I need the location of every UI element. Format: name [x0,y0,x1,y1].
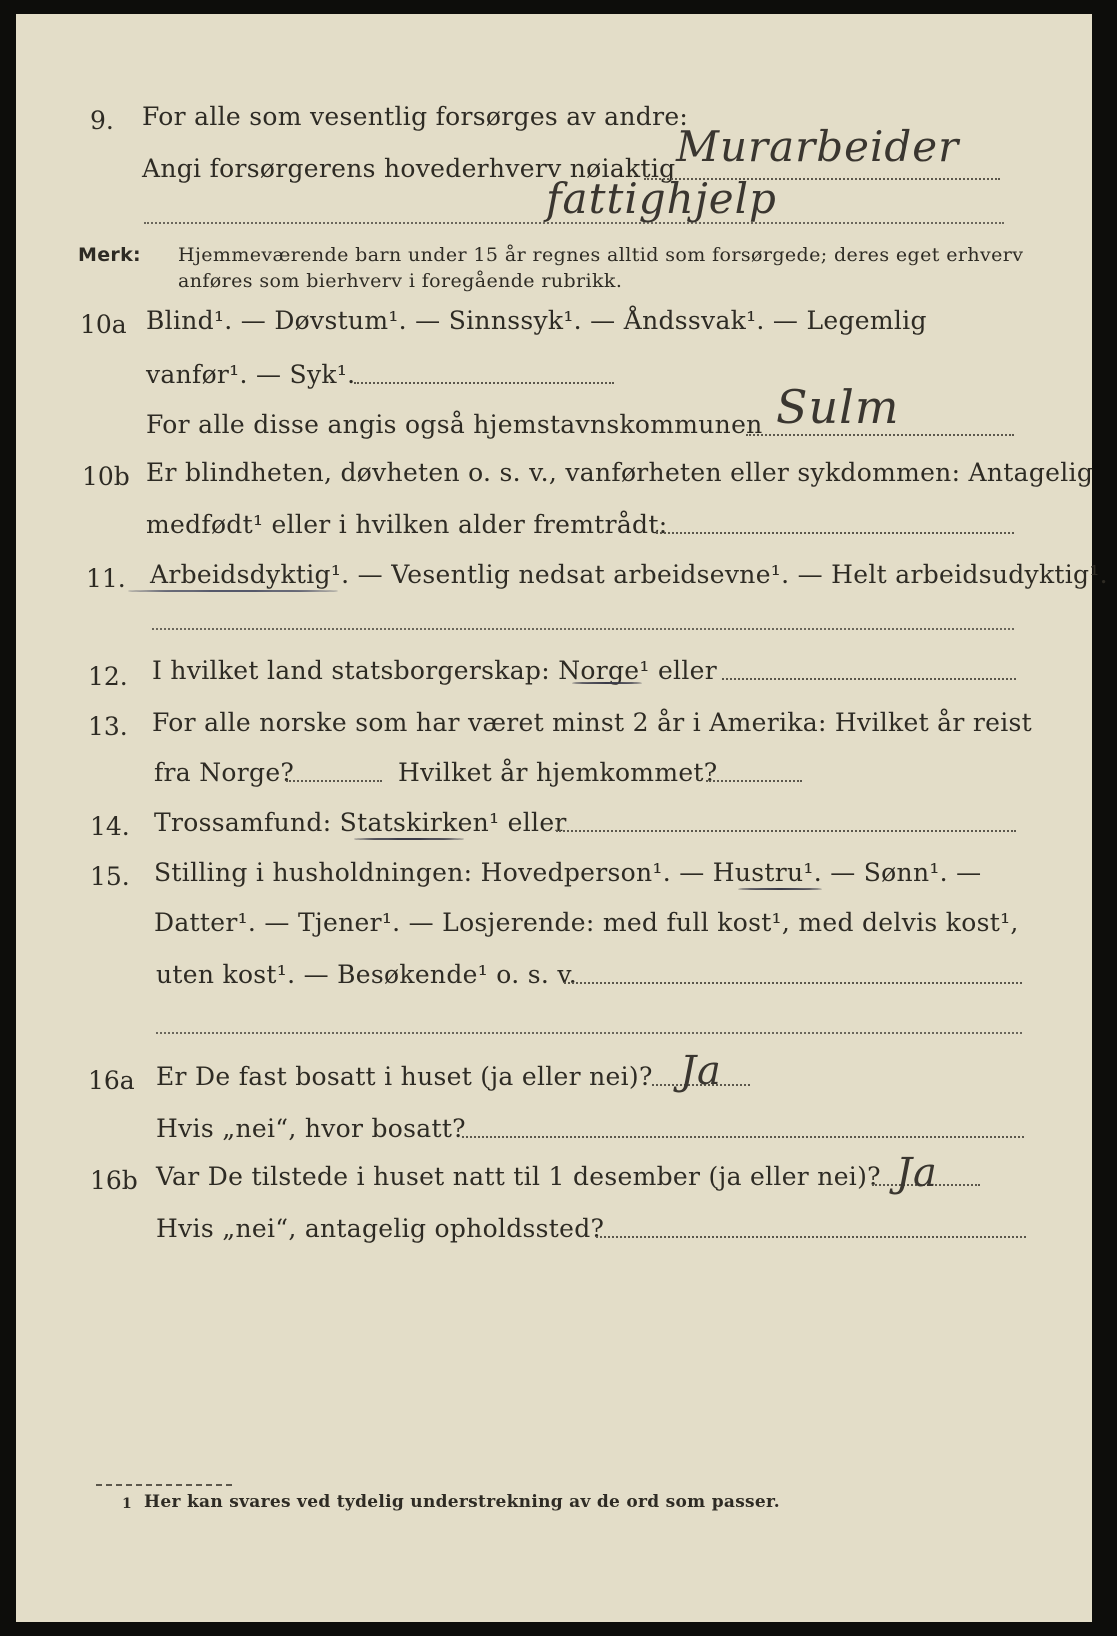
q15-line3-blank [564,982,1022,984]
q13-return-year-line [706,780,802,782]
q16b-number: 16b [90,1166,138,1195]
q16a-line2: Hvis „nei“, hvor bosatt? [156,1114,466,1143]
q12-line1: I hvilket land statsborgerskap: Norge¹ eller [152,656,717,685]
q10b-line2: medfødt¹ eller i hvilken alder fremtrådt: [146,510,668,539]
footnote-separator [96,1484,232,1486]
q12-underline-norge [572,682,642,684]
q16a-line1: Er De fast bosatt i huset (ja eller nei)? [156,1062,653,1091]
footnote-text: Her kan svares ved tydelig understrekning av de ord som passer. [144,1492,780,1512]
q9-handwritten-occupation: Murarbeider [676,122,960,171]
q15-line2: Datter¹. — Tjener¹. — Losjerende: med full kost¹, med delvis kost¹, [154,908,1019,937]
q15-number: 15. [90,862,130,891]
q16b-location-line [596,1236,1026,1238]
merk-line1: Hjemmeværende barn under 15 år regnes alltid som forsørgede; deres eget erhverv [178,244,1024,266]
q10a-handwritten-municipality: Sulm [776,380,900,434]
q13-left-year-line [286,780,382,782]
q11-line1: Arbeidsdyktig¹. — Vesentlig nedsat arbeidsevne¹. — Helt arbeidsudyktig¹. [150,560,1108,589]
q16b-line1: Var De tilstede i huset natt til 1 desember (ja eller nei)? [156,1162,881,1191]
footnote-marker: 1 [122,1496,133,1512]
q16b-line2: Hvis „nei“, antagelig opholdssted? [156,1214,605,1243]
q11-underline-arbeidsdyktig [128,590,338,592]
q9-line1: For alle som vesentlig forsørges av andre: [142,102,689,131]
q10b-line1: Er blindheten, døvheten o. s. v., vanførheten eller sykdommen: Antagelig [146,458,1094,487]
q13-line2a: fra Norge? [154,758,295,787]
q15-line1: Stilling i husholdningen: Hovedperson¹. — Hustru¹. — Sønn¹. — [154,858,982,887]
q14-number: 14. [90,812,130,841]
q10a-line2: vanfør¹. — Syk¹. [146,360,356,389]
q10b-number: 10b [82,462,130,491]
q12-answer-line [722,678,1016,680]
q15-line3: uten kost¹. — Besøkende¹ o. s. v. [156,960,578,989]
q10b-answer-line [656,532,1014,534]
q15-answer-line [156,1032,1022,1034]
merk-line2: anføres som bierhverv i foregående rubrikk. [178,270,623,292]
q13-line1: For alle norske som har været minst 2 år i Amerika: Hvilket år reist [152,708,1033,737]
q10a-line3: For alle disse angis også hjemstavnskommunen [146,410,763,439]
q10a-number: 10a [80,310,127,339]
q10a-answer-line [746,434,1014,436]
q16a-number: 16a [88,1066,135,1095]
q16b-handwritten-answer: Ja [896,1150,938,1196]
q10a-line1: Blind¹. — Døvstum¹. — Sinnssyk¹. — Åndssvak¹. — Legemlig [146,306,927,335]
q15-underline-hustru [738,888,822,890]
q14-underline-statskirken [354,838,464,840]
q13-number: 13. [88,712,128,741]
q11-answer-line [152,628,1014,630]
q9-number: 9. [90,106,114,135]
q9-line2-label: Angi forsørgerens hovederhverv nøiaktig [142,154,676,183]
q13-line2b: Hvilket år hjemkommet? [398,758,718,787]
q14-answer-line [556,830,1016,832]
q12-number: 12. [88,662,128,691]
q16a-residence-line [462,1136,1024,1138]
q9-handwritten-support: fattighjelp [546,174,777,223]
q10a-line2-blank [354,382,614,384]
q16a-handwritten-answer: Ja [680,1048,722,1094]
merk-label: Merk: [78,244,141,266]
q14-line1: Trossamfund: Statskirken¹ eller [154,808,567,837]
census-form-page [16,14,1108,1622]
q11-number: 11. [86,564,126,593]
